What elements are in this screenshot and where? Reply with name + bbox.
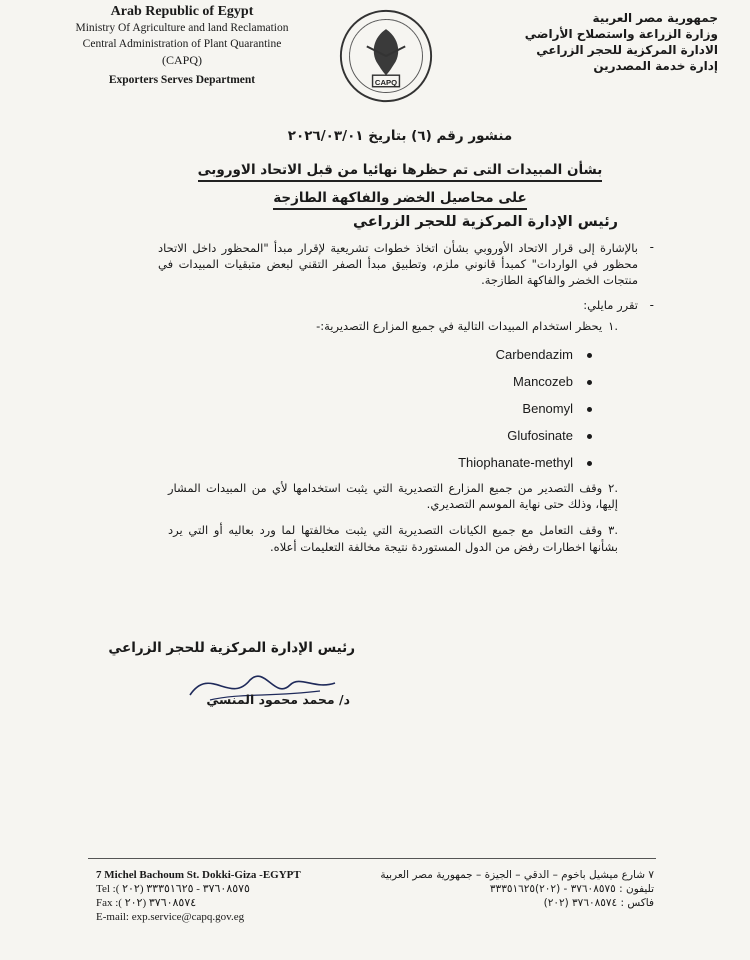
signatory-title: رئيس الإدارة المركزية للحجر الزراعي — [108, 640, 355, 656]
footer-fax-en: Fax :( ٢٠٢) ٣٧٦٠٨٥٧٤ — [96, 897, 197, 909]
subject-line-2 — [180, 190, 620, 206]
letterhead-ar — [468, 10, 718, 74]
pesticide-name: Thiophanate-methyl — [458, 455, 573, 470]
decision-item-3 — [168, 522, 618, 556]
letterhead-country-ar: جمهورية مصر العربية — [592, 11, 718, 25]
item-text: وقف التعامل مع جميع الكيانات التصديرية التي يثبت مخالفتها لما ورد بعاليه أو التي يرد بشأنها اخطارات رفض من الدول المستوردة نتيجة مخالفة التعليمات أعلاه. — [168, 523, 618, 554]
capq-seal-logo — [338, 8, 434, 104]
pesticide-name: Mancozeb — [513, 374, 573, 389]
bullet-icon — [587, 461, 592, 466]
bullet-icon — [587, 353, 592, 358]
footer-address-ar: ٧ شارع ميشيل باخوم – الدقي – الجيزة – جمهورية مصر العربية — [380, 869, 654, 881]
subject-line-2-text: على محاصيل الخضر والفاكهة الطازجة — [273, 190, 527, 210]
seal-abbrev: CAPQ — [374, 77, 398, 87]
item-text: وقف التصدير من جميع المزارع التصديرية التي يثبت استخدامها لأي من المبيدات المشار إليها، وذلك حتى نهاية الموسم التصديري. — [168, 481, 618, 511]
intro-paragraph: بالإشارة إلى قرار الاتحاد الأوروبي بشأن اتخاذ خطوات تشريعية لإقرار مبدأ "المحظور داخل الاتحاد محظور في الواردات" كمبدأ قانوني ملزم، وتطبيق مبدأ الصفر التقني لبعض متبقيات المبيدات في منتجات الخضر والفاكهة الطازجة. — [158, 241, 638, 287]
bullet-icon — [587, 434, 592, 439]
letterhead-department-en: Exporters Serves Department — [108, 74, 256, 86]
pesticide-name: Glufosinate — [507, 428, 573, 443]
letterhead-country-en: Arab Republic of Egypt — [110, 4, 254, 19]
bullet-icon — [587, 407, 592, 412]
footer-tel-en: Tel :( ٢٠٢) ٣٧٦٠٨٥٧٥ - ٣٣٣٥١٦٢٥ — [96, 883, 250, 895]
decision-item-1 — [316, 319, 618, 333]
pesticide-item — [513, 374, 592, 389]
footer-ar — [354, 868, 654, 910]
item-number: .١ — [608, 319, 618, 333]
dash-bullet: - — [649, 240, 654, 254]
letterhead-en — [62, 4, 302, 88]
item-number: .٢ — [608, 481, 618, 495]
letterhead-department-ar: إدارة خدمة المصدرين — [593, 59, 718, 73]
circular-number: منشور رقم (٦) بتاريخ ٢٠٢٦/٠٣/٠١ — [287, 128, 513, 144]
letterhead-administration-en: Central Administration of Plant Quarantine — [82, 38, 282, 50]
pesticide-name: Benomyl — [522, 401, 573, 416]
letterhead-ministry-en: Ministry Of Agriculture and land Reclamation — [75, 22, 289, 34]
footer-en — [96, 868, 301, 924]
signatory-name: د/ محمد محمود المنسي — [206, 692, 350, 707]
footer-divider — [88, 858, 656, 859]
pesticide-name: Carbendazim — [495, 347, 573, 362]
pesticide-item — [507, 428, 592, 443]
pesticide-item — [522, 401, 592, 416]
letterhead-ministry-ar: وزارة الزراعة واستصلاح الأراضي — [524, 27, 718, 41]
bullet-icon — [587, 380, 592, 385]
letterhead-administration-ar: الادارة المركزية للحجر الزراعي — [536, 43, 718, 57]
pesticide-item — [496, 347, 592, 362]
footer-fax-ar: فاكس : ٣٧٦٠٨٥٧٤ (٢٠٢) — [543, 897, 654, 909]
subject-line-1-text: بشأن المبيدات التى تم حظرها نهائيا من قبل الاتحاد الاوروبى — [198, 162, 603, 182]
decision-intro: تقرر مايلي: — [583, 298, 638, 312]
letterhead-abbrev-en: (CAPQ) — [161, 53, 202, 67]
addressee-heading: رئيس الإدارة المركزية للحجر الزراعي — [353, 214, 618, 230]
dash-bullet: - — [649, 298, 654, 312]
pesticide-item — [458, 455, 592, 470]
footer-email: E-mail: exp.service@capq.gov.eg — [96, 911, 245, 923]
footer-tel-ar: تليفون : ٣٧٦٠٨٥٧٥ - (٢٠٢)٣٣٣٥١٦٢٥ — [489, 883, 654, 895]
decision-item-2 — [168, 480, 618, 512]
item-text: يحظر استخدام المبيدات التالية في جميع المزارع التصديرية:- — [316, 319, 603, 333]
item-number: .٣ — [608, 523, 618, 537]
subject-line-1 — [180, 162, 620, 178]
footer-address-en: 7 Michel Bachoum St. Dokki-Giza -EGYPT — [96, 869, 301, 881]
